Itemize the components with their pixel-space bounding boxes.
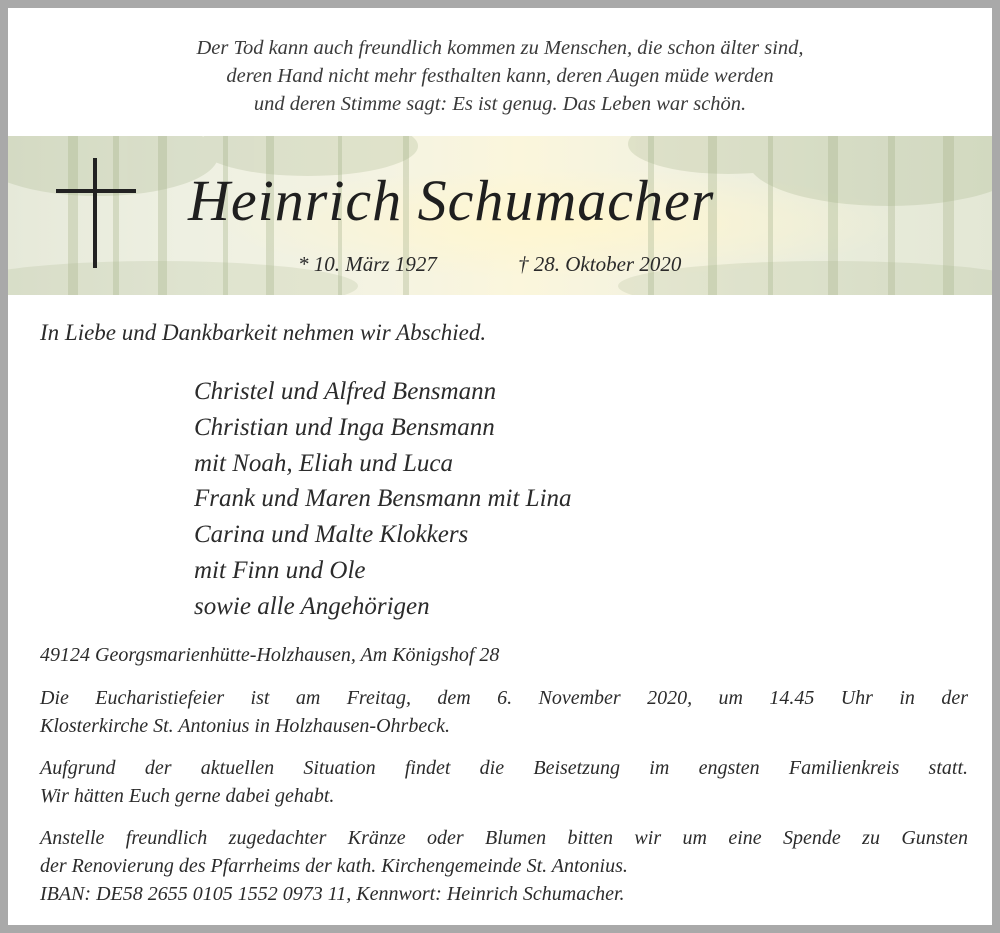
birth-date: * 10. März 1927 [298, 252, 437, 276]
paragraph-line: Die Eucharistiefeier ist am Freitag, dem 6. November 2020, um 14.45 Uhr in der [40, 687, 968, 709]
paragraph-line: Wir hätten Euch gerne dabei gehabt. [40, 785, 335, 807]
deceased-name: Heinrich Schumacher [188, 168, 715, 233]
mourner-line: mit Finn und Ole [194, 556, 366, 584]
mourners-list [194, 374, 572, 625]
paragraph-line: der Renovierung des Pfarrheims der kath. Kirchengemeinde St. Antonius. [40, 855, 628, 877]
donation-info [40, 824, 968, 908]
paragraph-line: Aufgrund der aktuellen Situation findet die Beisetzung im engsten Familienkreis statt. [40, 757, 968, 779]
mourner-line: Christel und Alfred Bensmann [194, 378, 497, 405]
verse-line: deren Hand nicht mehr festhalten kann, deren Augen müde werden [226, 65, 774, 87]
family-address: 49124 Georgsmarienhütte-Holzhausen, Am Königshof 28 [40, 644, 500, 666]
burial-info [40, 754, 968, 810]
paragraph-line: Anstelle freundlich zugedachter Kränze oder Blumen bitten wir um eine Spende zu Gunsten [40, 827, 968, 849]
farewell-intro: In Liebe und Dankbarkeit nehmen wir Abschied. [40, 320, 487, 345]
latin-cross-icon [56, 158, 136, 268]
mourner-line: Frank und Maren Bensmann mit Lina [194, 485, 572, 513]
paragraph-line: IBAN: DE58 2655 0105 1552 0973 11, Kennwort: Heinrich Schumacher. [40, 883, 625, 905]
mourner-line: Carina und Malte Klokkers [194, 521, 469, 549]
verse-line: und deren Stimme sagt: Es ist genug. Das Leben war schön. [253, 93, 747, 115]
death-date: † 28. Oktober 2020 [518, 252, 682, 276]
memorial-verse [8, 34, 992, 118]
service-info [40, 684, 968, 740]
mourner-line: Christian und Inga Bensmann [194, 413, 495, 441]
mourner-line: mit Noah, Eliah und Luca [194, 449, 454, 477]
paragraph-line: Klosterkirche St. Antonius in Holzhausen-Ohrbeck. [40, 715, 450, 737]
forest-banner [8, 136, 992, 295]
mourner-line: sowie alle Angehörigen [194, 592, 430, 620]
verse-line: Der Tod kann auch freundlich kommen zu Menschen, die schon älter sind, [196, 37, 804, 59]
